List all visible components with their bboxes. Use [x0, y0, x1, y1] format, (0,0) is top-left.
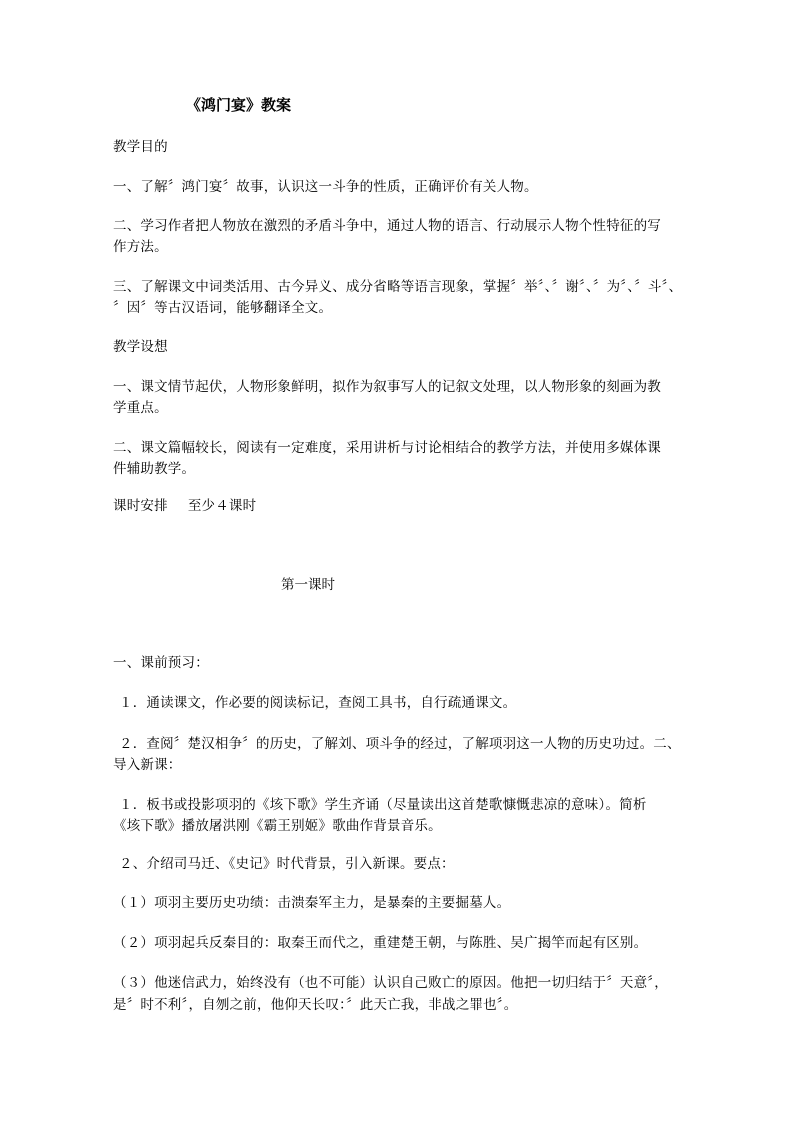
design-item-1-line-1: 一、课文情节起伏，人物形象鲜明，拟作为叙事写人的记叙文处理，以人物形象的刻画为教 [113, 379, 661, 395]
objectives-heading: 教学目的 [113, 139, 168, 155]
document-title: 《鸿门宴》教案 [186, 96, 292, 114]
intro-point-2: （２）项羽起兵反秦目的：取秦王而代之，重建楚王朝，与陈胜、吴广揭竿而起有区别。 [113, 935, 648, 951]
objective-item-3-line-2: 〞因〞等古汉语词，能够翻译全文。 [113, 300, 333, 316]
objective-item-3-line-1: 三、了解课文中词类活用、古今异义、成分省略等语言现象，掌握〞举〞、〞谢〞、〞为〞、〞斗〞、 [113, 279, 683, 295]
schedule-line [113, 497, 256, 516]
objective-item-2-line-1: 二、学习作者把人物放在激烈的矛盾斗争中，通过人物的语言、行动展示人物个性特征的写 [113, 218, 661, 234]
preview-item-1: １．通读课文，作必要的阅读标记，查阅工具书，自行疏通课文。 [119, 695, 517, 711]
intro-item-1-line-2: 《垓下歌》播放屠洪刚《霸王别姬》歌曲作背景音乐。 [113, 818, 442, 834]
design-heading: 教学设想 [113, 339, 168, 355]
preview-item-2-line-1: ２．查阅〞楚汉相争〞的历史，了解刘、项斗争的经过，了解项羽这一人物的历史功过。二、 [119, 736, 681, 752]
schedule-value: 至少４课时 [187, 498, 257, 514]
intro-point-1: （１）项羽主要历史功绩：击溃秦军主力，是暴秦的主要掘墓人。 [113, 895, 511, 911]
lesson-1-heading: 第一课时 [281, 577, 335, 593]
objective-item-2-line-2: 作方法。 [113, 239, 168, 255]
objective-item-1: 一、了解〞鸿门宴〞故事，认识这一斗争的性质，正确评价有关人物。 [113, 179, 538, 195]
intro-item-1-line-1: １．板书或投影项羽的《垓下歌》学生齐诵（尽量读出这首楚歌慷慨悲凉的意味）。简析 [119, 797, 647, 813]
design-item-2-line-2: 件辅助教学。 [113, 461, 196, 477]
preview-item-2-line-2: 导入新课： [113, 757, 182, 773]
intro-point-3-line-2: 是〞时不利〞，自刎之前，他仰天长叹：〞此天亡我，非战之罪也〞。 [113, 997, 518, 1013]
intro-item-2: ２、介绍司马迁、《史记》时代背景，引入新课。要点： [119, 856, 455, 872]
preview-heading: 一、课前预习： [113, 655, 209, 671]
schedule-label: 课时安排 [113, 498, 168, 514]
intro-point-3-line-1: （３）他迷信武力，始终没有（也不可能）认识自己败亡的原因。他把一切归结于〞天意〞， [113, 975, 668, 991]
design-item-1-line-2: 学重点。 [113, 400, 168, 416]
design-item-2-line-1: 二、课文篇幅较长，阅读有一定难度，采用讲析与讨论相结合的教学方法，并使用多媒体课 [113, 440, 661, 456]
